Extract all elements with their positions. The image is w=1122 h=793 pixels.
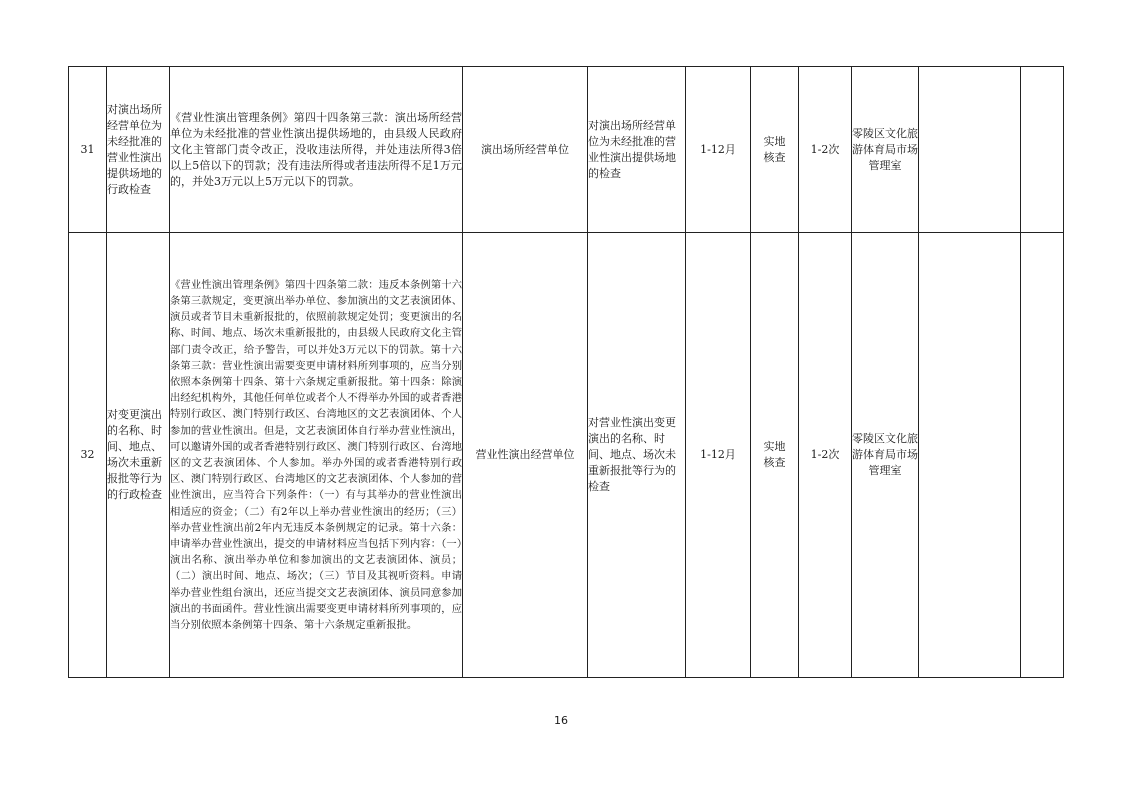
extra-cell: [1021, 67, 1064, 233]
inspection-frequency: 1-2次: [799, 67, 852, 233]
table-row: [69, 67, 1064, 233]
extra-cell: [919, 233, 1021, 678]
legal-basis: 《营业性演出管理条例》第四十四条第二款：违反本条例第十六条第三款规定，变更演出举办单位、参加演出的文艺表演团体、演员或者节目未重新报批的，依照前款规定处罚；变更演出的名称、时间、地点、场次未重新报批的，由县级人民政府文化主管部门责令改正，给予警告，可以并处3万元以下的罚款。第十六条第三款：营业性演出需要变更申请材料所列事项的，应当分别依照本条例第十四条、第十六条规定重新报批。第十四条：除演出经纪机构外，其他任何单位或者个人不得举办外国的或者香港特别行政区、澳门特别行政区、台湾地区的文艺表演团体、个人参加的营业性演出。但是，文艺表演团体自行举办营业性演出，可以邀请外国的或者香港特别行政区、澳门特别行政区、台湾地区的文艺表演团体、个人参加。举办外国的或者香港特别行政区、澳门特别行政区、台湾地区的文艺表演团体、个人参加的营业性演出，应当符合下列条件：（一）有与其举办的营业性演出相适应的资金；（二）有2年以上举办营业性演出的经历；（三）举办营业性演出前2年内无违反本条例规定的记录。第十六条：申请举办营业性演出，提交的申请材料应当包括下列内容：（一）演出名称、演出举办单位和参加演出的文艺表演团体、演员；（二）演出时间、地点、场次；（三）节目及其视听资料。申请举办营业性组台演出，还应当提交文艺表演团体、演员同意参加演出的书面函件。营业性演出需要变更申请材料所列事项的，应当分别依照本条例第十四条、第十六条规定重新报批。: [170, 233, 463, 678]
table-row: [69, 233, 1064, 678]
inspection-frequency: 1-2次: [799, 233, 852, 678]
responsible-department: 零陵区文化旅游体育局市场管理室: [852, 233, 919, 678]
responsible-department: 零陵区文化旅游体育局市场管理室: [852, 67, 919, 233]
inspection-item: 对变更演出的名称、时间、地点、场次未重新报批等行为的行政检查: [107, 233, 170, 678]
inspection-period: 1-12月: [686, 233, 751, 678]
inspection-target: 演出场所经营单位: [463, 67, 588, 233]
page-number: 16: [554, 714, 568, 727]
inspection-content: 对演出场所经营单位为未经批准的营业性演出提供场地的检查: [588, 67, 686, 233]
inspection-item: 对演出场所经营单位为未经批准的营业性演出提供场地的行政检查: [107, 67, 170, 233]
legal-basis: 《营业性演出管理条例》第四十四条第三款：演出场所经营单位为未经批准的营业性演出提供场地的，由县级人民政府文化主管部门责令改正，没收违法所得，并处违法所得3倍以上5倍以下的罚款；没有违法所得或者违法所得不足1万元的，并处3万元以上5万元以下的罚款。: [170, 67, 463, 233]
inspection-table: [68, 66, 1064, 678]
extra-cell: [1021, 233, 1064, 678]
inspection-target: 营业性演出经营单位: [463, 233, 588, 678]
inspection-period: 1-12月: [686, 67, 751, 233]
inspection-method: 实地核查: [751, 233, 799, 678]
inspection-method: 实地核查: [751, 67, 799, 233]
row-number: 31: [69, 67, 107, 233]
extra-cell: [919, 67, 1021, 233]
inspection-content: 对营业性演出变更演出的名称、时间、地点、场次未重新报批等行为的检查: [588, 233, 686, 678]
row-number: 32: [69, 233, 107, 678]
